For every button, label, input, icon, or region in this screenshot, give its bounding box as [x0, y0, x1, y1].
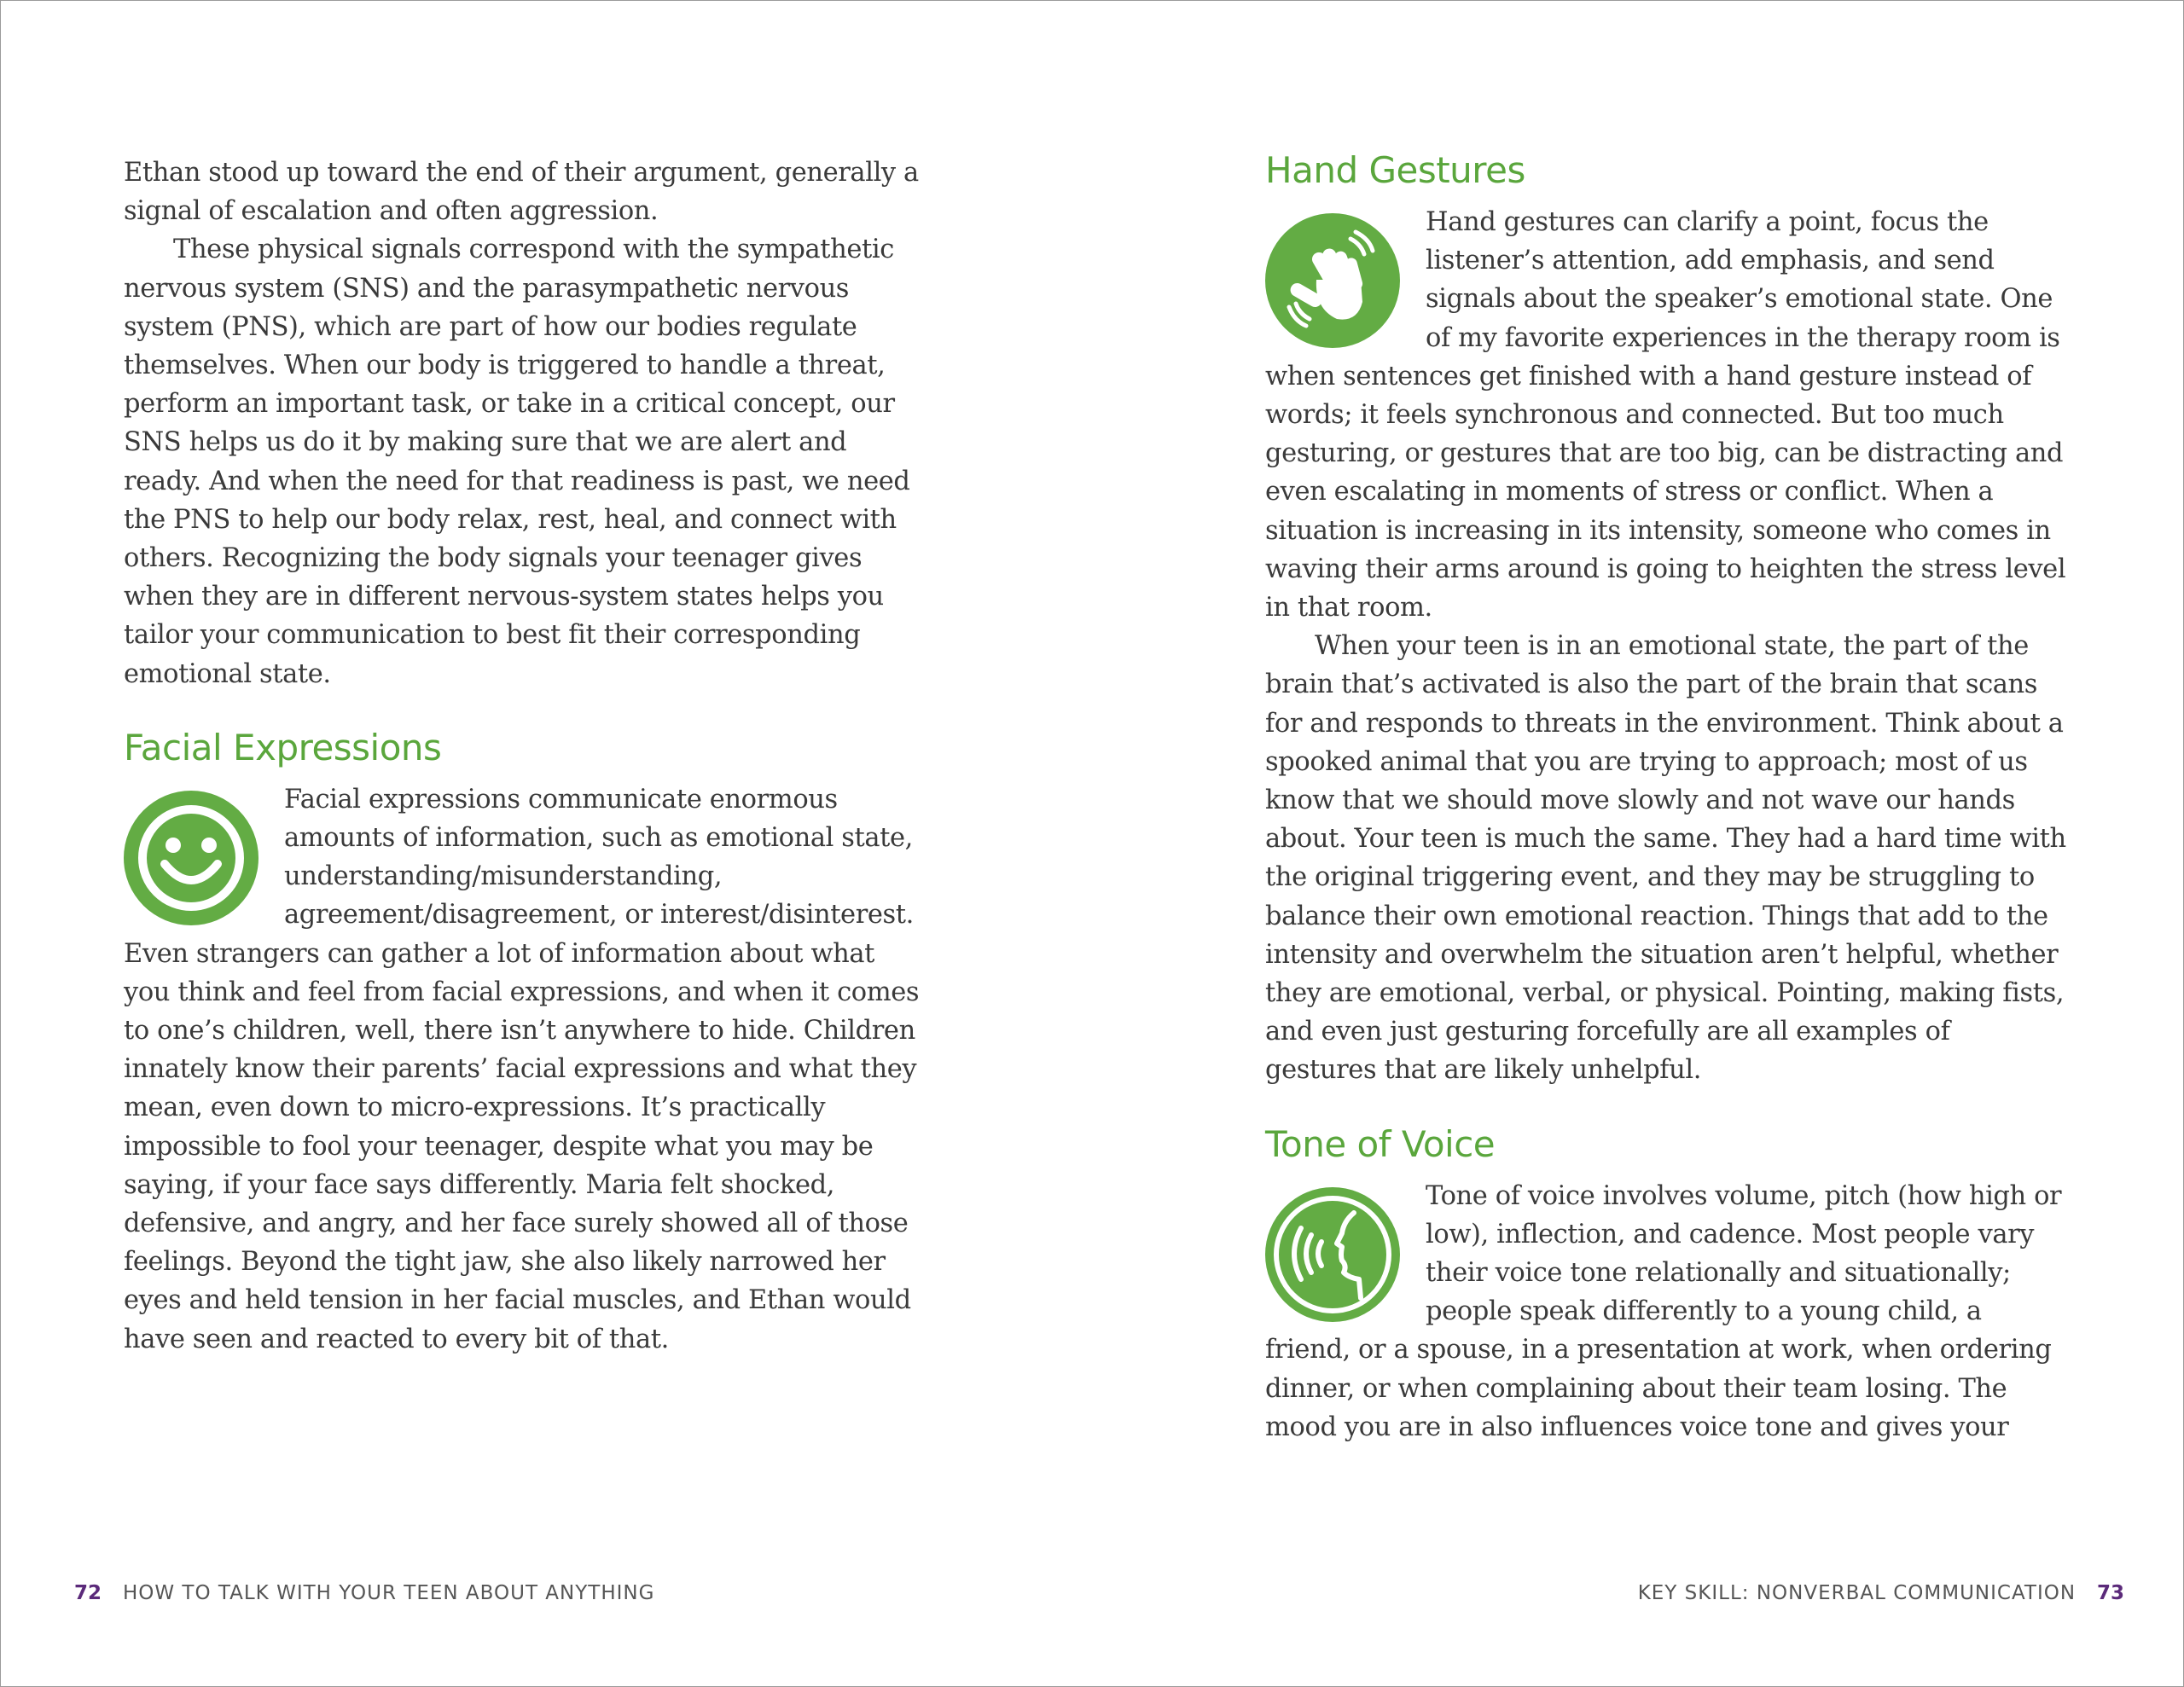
hand-gestures-section	[1265, 203, 2067, 1090]
tone-of-voice-section	[1265, 1177, 2067, 1446]
page-number-right: 73	[2096, 1582, 2124, 1604]
page-number-left: 72	[74, 1582, 102, 1604]
running-head-right: KEY SKILL: NONVERBAL COMMUNICATION	[1637, 1582, 2077, 1604]
facial-expressions-heading: Facial Expressions	[124, 726, 442, 768]
intro-paragraph-1: Ethan stood up toward the end of their argument, generally a signal of escalation and often aggression.	[124, 158, 919, 227]
running-head-left: HOW TO TALK WITH YOUR TEEN ABOUT ANYTHING	[122, 1582, 655, 1604]
speaking-head-icon	[1265, 1187, 1400, 1322]
hand-paragraph-2: When your teen is in an emotional state, the part of the brain that’s activated is also the part of the brain that scans for and responds to threats in the environment. Think about a spooked animal that you are trying to approach; most of us know that we should move slowly and not wave our hands about. Your teen is much the same. They had a hard time with the original triggering event, and they may be struggling to balance their own emotional reaction. Things that add to the intensity and overwhelm the situation aren’t helpful, whether they are emotional, verbal, or physical. Pointing, making fists, and even just gesturing forcefully are all examples of gestures that are likely unhelpful.	[1265, 631, 2066, 1086]
right-column	[1265, 149, 2067, 1446]
right-page	[1092, 0, 2184, 1687]
intro-paragraph-2: These physical signals correspond with the sympathetic nervous system (SNS) and the parasympathetic nervous system (PNS), which are part of how our bodies regulate themselves. When our body is triggered to handle a threat, perform an important task, or take in a critical concept, our SNS helps us do it by making sure that we are alert and ready. And when the need for that readiness is past, we need the PNS to help our body relax, rest, heal, and connect with others. Recognizing the body signals your teenager gives when they are in different nervous-system states helps you tailor your communication to best fit their corresponding emotional state.	[124, 235, 910, 689]
facial-expressions-section	[124, 780, 926, 1359]
left-footer	[74, 1582, 654, 1604]
facial-expressions-body: Facial expressions communicate enormous amounts of information, such as emotional state, understanding/misunderstanding, agreement/disagreement, or interest/disinterest. Even strangers can gather a lot of information about what you think and feel from facial expressions, and when it comes to one’s children, well, there isn’t anywhere to hide. Children innately know their parents’ facial expressions and what they mean, even down to micro-expressions. It’s practically impossible to fool your teenager, despite what you may be saying, if your face says differently. Maria felt shocked, defensive, and angry, and her face surely showed all of those feelings. Beyond the tight jaw, she also likely narrowed her eyes and held tension in her facial muscles, and Ethan would have seen and reacted to every bit of that.	[124, 784, 920, 1354]
smiley-face-icon	[124, 791, 258, 925]
right-footer	[1638, 1582, 2124, 1604]
left-column	[124, 154, 926, 1359]
tone-of-voice-heading: Tone of Voice	[1265, 1122, 1496, 1165]
intro-text	[124, 154, 926, 693]
waving-hand-icon	[1265, 213, 1400, 348]
hand-paragraph-1: Hand gestures can clarify a point, focus the listener’s attention, add emphasis, and send signals about the speaker’s emotional state. One of my favorite experiences in the therapy room is when sentences get finished with a hand gesture instead of words; it feels synchronous and connected. But too much gesturing, or gestures that are too big, can be distracting and even escalating in moments of stress or conflict. When a situation is increasing in its intensity, someone who comes in waving their arms around is going to heighten the stress level in that room.	[1265, 207, 2066, 623]
tone-of-voice-body: Tone of voice involves volume, pitch (how high or low), inflection, and cadence. Most people vary their voice tone relationally and situationally; people speak differently to a young child, a friend, or a spouse, in a presentation at work, when ordering dinner, or when complaining about their team losing. The mood you are in also influences voice tone and gives your	[1265, 1180, 2062, 1442]
hand-gestures-heading: Hand Gestures	[1265, 149, 1525, 191]
